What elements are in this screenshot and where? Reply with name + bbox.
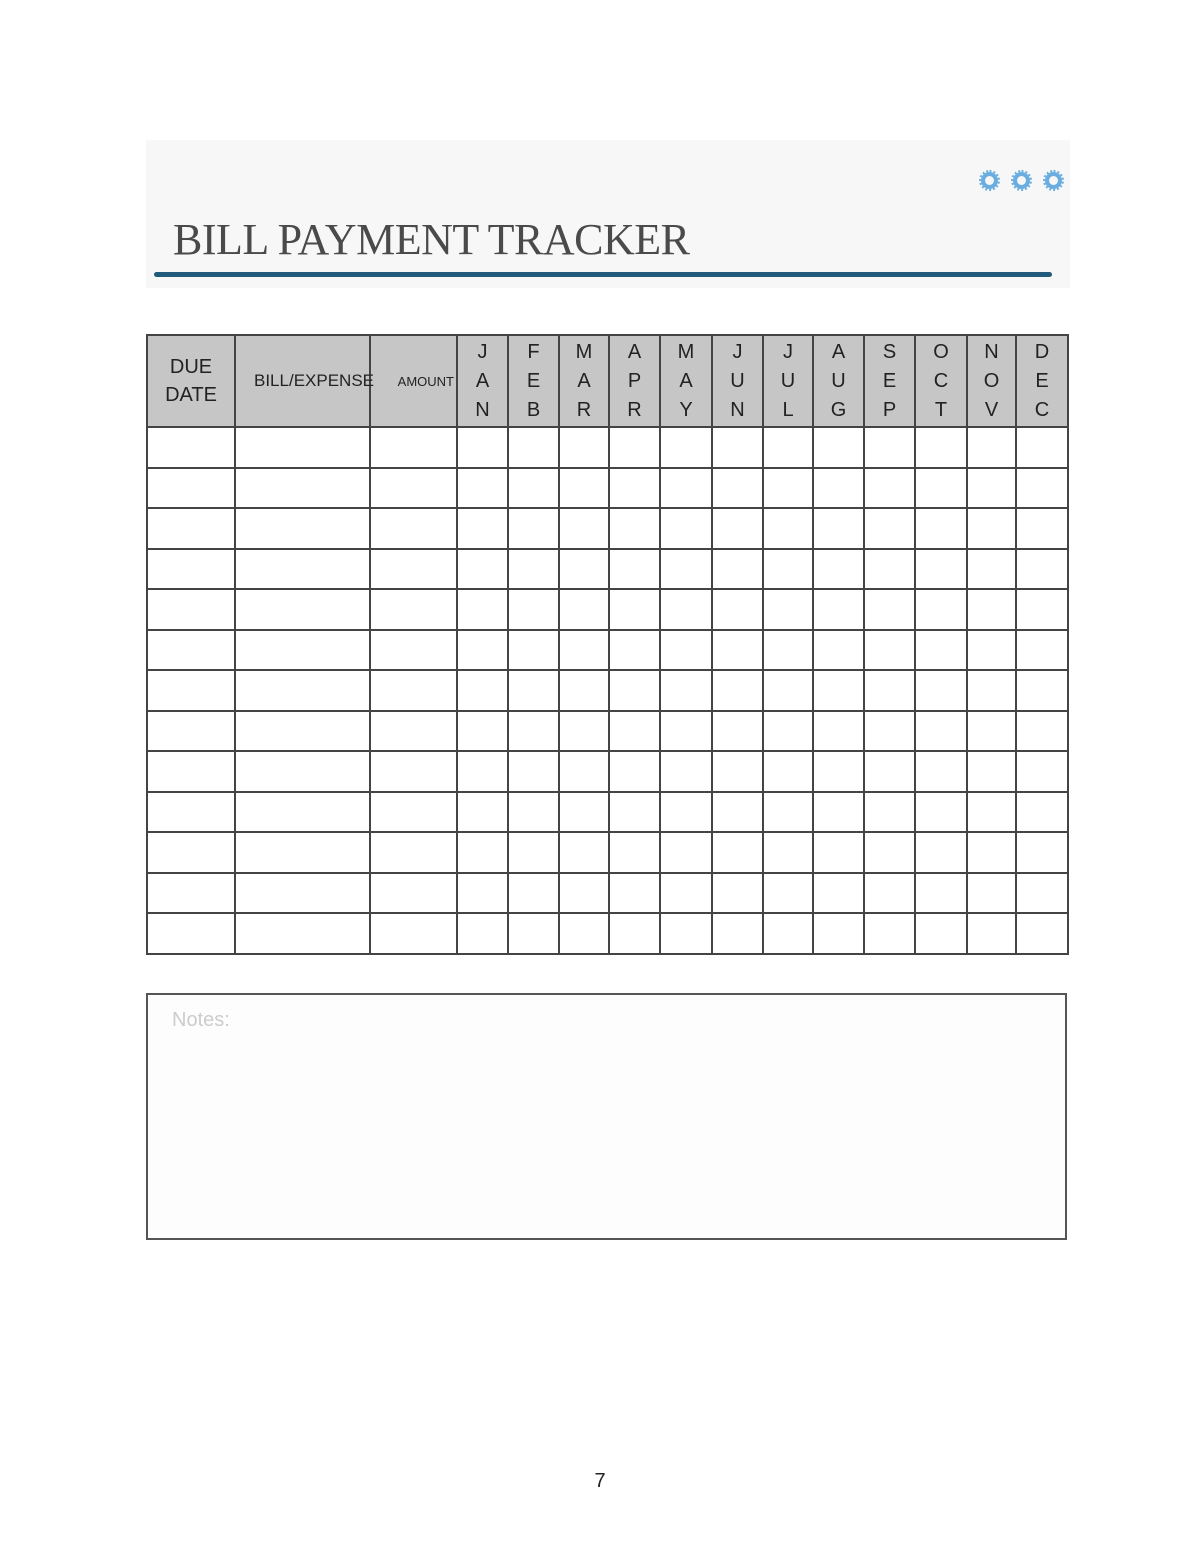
paid-jun-cell[interactable] xyxy=(712,792,763,833)
paid-nov-cell[interactable] xyxy=(967,508,1016,549)
bill-expense-cell[interactable] xyxy=(235,630,370,671)
bill-expense-cell[interactable] xyxy=(235,670,370,711)
month-header-letter: R xyxy=(627,398,642,421)
paid-jan-cell[interactable] xyxy=(457,427,508,468)
amount-cell[interactable] xyxy=(370,670,457,711)
paid-jan-cell[interactable] xyxy=(457,792,508,833)
page-number: 7 xyxy=(594,1470,606,1492)
amount-cell[interactable] xyxy=(370,630,457,671)
due-date-header-line1: DUE xyxy=(169,356,213,378)
gear-dot-icon xyxy=(1013,172,1030,189)
gear-dot-icon xyxy=(1045,172,1062,189)
paid-oct-cell[interactable] xyxy=(915,427,967,468)
paid-mar-cell[interactable] xyxy=(559,508,609,549)
month-header-letter: M xyxy=(677,340,695,363)
table-row xyxy=(147,589,1068,630)
month-header-apr xyxy=(609,335,660,427)
paid-dec-cell[interactable] xyxy=(1016,427,1068,468)
table-body xyxy=(147,427,1068,954)
paid-oct-cell[interactable] xyxy=(915,792,967,833)
paid-sep-cell[interactable] xyxy=(864,792,915,833)
paid-oct-cell[interactable] xyxy=(915,589,967,630)
paid-dec-cell[interactable] xyxy=(1016,873,1068,914)
paid-mar-cell[interactable] xyxy=(559,751,609,792)
paid-oct-cell[interactable] xyxy=(915,711,967,752)
month-header-letter: P xyxy=(882,398,897,421)
paid-feb-cell[interactable] xyxy=(508,792,559,833)
paid-oct-cell[interactable] xyxy=(915,508,967,549)
paid-apr-cell[interactable] xyxy=(609,630,660,671)
paid-aug-cell[interactable] xyxy=(813,589,864,630)
paid-nov-cell[interactable] xyxy=(967,589,1016,630)
month-header-letter: U xyxy=(730,369,745,392)
month-header-letter: O xyxy=(933,340,949,363)
paid-dec-cell[interactable] xyxy=(1016,913,1068,954)
paid-sep-cell[interactable] xyxy=(864,468,915,509)
paid-jun-cell[interactable] xyxy=(712,468,763,509)
paid-dec-cell[interactable] xyxy=(1016,751,1068,792)
paid-oct-cell[interactable] xyxy=(915,630,967,671)
month-header-letter: J xyxy=(783,340,793,363)
paid-may-cell[interactable] xyxy=(660,468,712,509)
bill-expense-cell[interactable] xyxy=(235,427,370,468)
paid-dec-cell[interactable] xyxy=(1016,792,1068,833)
paid-apr-cell[interactable] xyxy=(609,711,660,752)
paid-jul-cell[interactable] xyxy=(763,711,813,752)
bill-tracker-table xyxy=(146,334,1069,955)
paid-nov-cell[interactable] xyxy=(967,468,1016,509)
paid-jan-cell[interactable] xyxy=(457,589,508,630)
due-date-cell[interactable] xyxy=(147,549,235,590)
paid-jan-cell[interactable] xyxy=(457,468,508,509)
paid-oct-cell[interactable] xyxy=(915,468,967,509)
paid-feb-cell[interactable] xyxy=(508,873,559,914)
month-header-letter: N xyxy=(475,398,490,421)
paid-sep-cell[interactable] xyxy=(864,508,915,549)
month-header-letter: S xyxy=(882,340,897,363)
paid-sep-cell[interactable] xyxy=(864,630,915,671)
paid-apr-cell[interactable] xyxy=(609,427,660,468)
notes-box[interactable] xyxy=(146,993,1067,1240)
month-header-sep xyxy=(864,335,915,427)
bill-expense-cell[interactable] xyxy=(235,873,370,914)
paid-jul-cell[interactable] xyxy=(763,427,813,468)
paid-may-cell[interactable] xyxy=(660,549,712,590)
paid-nov-cell[interactable] xyxy=(967,832,1016,873)
paid-dec-cell[interactable] xyxy=(1016,630,1068,671)
paid-feb-cell[interactable] xyxy=(508,913,559,954)
paid-oct-cell[interactable] xyxy=(915,751,967,792)
paid-aug-cell[interactable] xyxy=(813,711,864,752)
paid-jan-cell[interactable] xyxy=(457,873,508,914)
month-header-letter: P xyxy=(627,369,642,392)
paid-jul-cell[interactable] xyxy=(763,468,813,509)
table-row xyxy=(147,508,1068,549)
paid-aug-cell[interactable] xyxy=(813,468,864,509)
month-header-jan xyxy=(457,335,508,427)
month-header-letter: J xyxy=(732,340,743,363)
paid-may-cell[interactable] xyxy=(660,711,712,752)
paid-nov-cell[interactable] xyxy=(967,670,1016,711)
table-row xyxy=(147,751,1068,792)
paid-jun-cell[interactable] xyxy=(712,873,763,914)
paid-sep-cell[interactable] xyxy=(864,589,915,630)
paid-feb-cell[interactable] xyxy=(508,711,559,752)
paid-mar-cell[interactable] xyxy=(559,832,609,873)
paid-dec-cell[interactable] xyxy=(1016,468,1068,509)
month-header-letter: E xyxy=(882,369,897,392)
paid-may-cell[interactable] xyxy=(660,630,712,671)
paid-apr-cell[interactable] xyxy=(609,670,660,711)
due-date-cell[interactable] xyxy=(147,589,235,630)
paid-jul-cell[interactable] xyxy=(763,873,813,914)
paid-sep-cell[interactable] xyxy=(864,549,915,590)
paid-mar-cell[interactable] xyxy=(559,589,609,630)
paid-sep-cell[interactable] xyxy=(864,913,915,954)
paid-jul-cell[interactable] xyxy=(763,913,813,954)
month-header-letter: N xyxy=(984,340,999,363)
month-header-letter: A xyxy=(475,369,490,392)
paid-dec-cell[interactable] xyxy=(1016,670,1068,711)
paid-nov-cell[interactable] xyxy=(967,711,1016,752)
paid-apr-cell[interactable] xyxy=(609,589,660,630)
paid-jan-cell[interactable] xyxy=(457,832,508,873)
amount-cell[interactable] xyxy=(370,832,457,873)
paid-dec-cell[interactable] xyxy=(1016,832,1068,873)
due-date-cell[interactable] xyxy=(147,873,235,914)
month-header-letter: A xyxy=(679,369,693,392)
paid-may-cell[interactable] xyxy=(660,913,712,954)
paid-mar-cell[interactable] xyxy=(559,873,609,914)
paid-nov-cell[interactable] xyxy=(967,427,1016,468)
due-date-cell[interactable] xyxy=(147,508,235,549)
paid-aug-cell[interactable] xyxy=(813,549,864,590)
month-header-letter: C xyxy=(933,369,949,392)
month-header-feb xyxy=(508,335,559,427)
bill-expense-cell[interactable] xyxy=(235,711,370,752)
month-header-mar xyxy=(559,335,609,427)
month-header-letter: U xyxy=(780,369,796,392)
paid-jun-cell[interactable] xyxy=(712,589,763,630)
paid-mar-cell[interactable] xyxy=(559,468,609,509)
paid-dec-cell[interactable] xyxy=(1016,508,1068,549)
due-date-header-line2: DATE xyxy=(165,384,217,406)
paid-may-cell[interactable] xyxy=(660,589,712,630)
paid-aug-cell[interactable] xyxy=(813,873,864,914)
paid-may-cell[interactable] xyxy=(660,670,712,711)
paid-may-cell[interactable] xyxy=(660,832,712,873)
paid-feb-cell[interactable] xyxy=(508,630,559,671)
paid-jan-cell[interactable] xyxy=(457,630,508,671)
paid-aug-cell[interactable] xyxy=(813,670,864,711)
month-header-jul xyxy=(763,335,813,427)
paid-jul-cell[interactable] xyxy=(763,549,813,590)
bill-expense-cell[interactable] xyxy=(235,751,370,792)
month-header-letter: O xyxy=(983,369,1000,392)
paid-jun-cell[interactable] xyxy=(712,508,763,549)
table-row xyxy=(147,549,1068,590)
paid-feb-cell[interactable] xyxy=(508,832,559,873)
paid-oct-cell[interactable] xyxy=(915,549,967,590)
paid-mar-cell[interactable] xyxy=(559,427,609,468)
paid-jun-cell[interactable] xyxy=(712,427,763,468)
paid-may-cell[interactable] xyxy=(660,751,712,792)
month-header-letter: A xyxy=(627,340,642,363)
month-header-letter: E xyxy=(526,369,541,392)
decorative-dots xyxy=(981,172,1062,189)
paid-apr-cell[interactable] xyxy=(609,468,660,509)
bill-expense-cell[interactable] xyxy=(235,832,370,873)
bill-expense-cell[interactable] xyxy=(235,792,370,833)
month-header-letter: G xyxy=(830,398,847,421)
month-header-letter: F xyxy=(527,340,540,363)
paid-oct-cell[interactable] xyxy=(915,913,967,954)
month-header-aug xyxy=(813,335,864,427)
paid-aug-cell[interactable] xyxy=(813,913,864,954)
paid-nov-cell[interactable] xyxy=(967,792,1016,833)
month-header-letter: U xyxy=(831,369,846,392)
amount-cell[interactable] xyxy=(370,427,457,468)
paid-may-cell[interactable] xyxy=(660,792,712,833)
paid-aug-cell[interactable] xyxy=(813,751,864,792)
table-row xyxy=(147,832,1068,873)
paid-nov-cell[interactable] xyxy=(967,751,1016,792)
amount-cell[interactable] xyxy=(370,549,457,590)
paid-jan-cell[interactable] xyxy=(457,549,508,590)
paid-feb-cell[interactable] xyxy=(508,508,559,549)
paid-mar-cell[interactable] xyxy=(559,913,609,954)
paid-mar-cell[interactable] xyxy=(559,711,609,752)
paid-jun-cell[interactable] xyxy=(712,913,763,954)
due-date-cell[interactable] xyxy=(147,751,235,792)
table-row xyxy=(147,913,1068,954)
gear-dot-icon xyxy=(981,172,998,189)
table-row xyxy=(147,427,1068,468)
paid-jun-cell[interactable] xyxy=(712,630,763,671)
paid-oct-cell[interactable] xyxy=(915,832,967,873)
month-header-nov xyxy=(967,335,1016,427)
month-header-letter: B xyxy=(526,398,541,421)
paid-dec-cell[interactable] xyxy=(1016,589,1068,630)
paid-nov-cell[interactable] xyxy=(967,913,1016,954)
month-header-letter: D xyxy=(1034,340,1050,363)
paid-jan-cell[interactable] xyxy=(457,711,508,752)
month-header-letter: C xyxy=(1034,398,1050,421)
paid-apr-cell[interactable] xyxy=(609,832,660,873)
paid-dec-cell[interactable] xyxy=(1016,549,1068,590)
bill-expense-cell[interactable] xyxy=(235,468,370,509)
paid-nov-cell[interactable] xyxy=(967,630,1016,671)
month-header-letter: Y xyxy=(679,398,693,421)
amount-cell[interactable] xyxy=(370,792,457,833)
paid-apr-cell[interactable] xyxy=(609,913,660,954)
paid-mar-cell[interactable] xyxy=(559,670,609,711)
paid-feb-cell[interactable] xyxy=(508,468,559,509)
month-header-oct xyxy=(915,335,967,427)
notes-label: Notes: xyxy=(172,1009,230,1031)
month-header-letter: N xyxy=(730,398,745,421)
paid-apr-cell[interactable] xyxy=(609,751,660,792)
paid-jun-cell[interactable] xyxy=(712,751,763,792)
paid-mar-cell[interactable] xyxy=(559,792,609,833)
paid-jan-cell[interactable] xyxy=(457,913,508,954)
paid-jun-cell[interactable] xyxy=(712,711,763,752)
paid-jun-cell[interactable] xyxy=(712,549,763,590)
paid-may-cell[interactable] xyxy=(660,508,712,549)
bill-expense-cell[interactable] xyxy=(235,549,370,590)
paid-may-cell[interactable] xyxy=(660,427,712,468)
paid-oct-cell[interactable] xyxy=(915,873,967,914)
paid-mar-cell[interactable] xyxy=(559,549,609,590)
paid-sep-cell[interactable] xyxy=(864,832,915,873)
table-row xyxy=(147,711,1068,752)
month-header-letter: A xyxy=(831,340,846,363)
paid-apr-cell[interactable] xyxy=(609,792,660,833)
table-row xyxy=(147,873,1068,914)
paid-mar-cell[interactable] xyxy=(559,630,609,671)
due-date-cell[interactable] xyxy=(147,427,235,468)
paid-sep-cell[interactable] xyxy=(864,670,915,711)
paid-jun-cell[interactable] xyxy=(712,832,763,873)
paid-sep-cell[interactable] xyxy=(864,711,915,752)
paid-oct-cell[interactable] xyxy=(915,670,967,711)
month-header-may xyxy=(660,335,712,427)
bill-expense-cell[interactable] xyxy=(235,589,370,630)
bill-expense-cell[interactable] xyxy=(235,508,370,549)
due-date-cell[interactable] xyxy=(147,711,235,752)
paid-feb-cell[interactable] xyxy=(508,751,559,792)
paid-sep-cell[interactable] xyxy=(864,427,915,468)
amount-cell[interactable] xyxy=(370,589,457,630)
due-date-cell[interactable] xyxy=(147,913,235,954)
paid-apr-cell[interactable] xyxy=(609,549,660,590)
amount-cell[interactable] xyxy=(370,913,457,954)
paid-jan-cell[interactable] xyxy=(457,670,508,711)
due-date-cell[interactable] xyxy=(147,468,235,509)
paid-apr-cell[interactable] xyxy=(609,873,660,914)
header-panel xyxy=(146,140,1070,288)
paid-aug-cell[interactable] xyxy=(813,792,864,833)
paid-jun-cell[interactable] xyxy=(712,670,763,711)
paid-jul-cell[interactable] xyxy=(763,508,813,549)
due-date-cell[interactable] xyxy=(147,670,235,711)
month-header-letter: J xyxy=(477,340,488,363)
paid-sep-cell[interactable] xyxy=(864,873,915,914)
month-header-letter: T xyxy=(934,398,948,421)
paid-sep-cell[interactable] xyxy=(864,751,915,792)
month-header-jun xyxy=(712,335,763,427)
month-header-letter: L xyxy=(782,398,794,421)
table-row xyxy=(147,468,1068,509)
paid-jul-cell[interactable] xyxy=(763,832,813,873)
table-row xyxy=(147,670,1068,711)
table-header-row xyxy=(147,335,1068,427)
amount-cell[interactable] xyxy=(370,751,457,792)
paid-nov-cell[interactable] xyxy=(967,549,1016,590)
paid-feb-cell[interactable] xyxy=(508,589,559,630)
paid-aug-cell[interactable] xyxy=(813,832,864,873)
bill-expense-header: BILL/EXPENSE xyxy=(235,335,370,427)
month-header-letter: R xyxy=(576,398,592,421)
amount-cell[interactable] xyxy=(370,873,457,914)
paid-aug-cell[interactable] xyxy=(813,508,864,549)
amount-cell[interactable] xyxy=(370,468,457,509)
paid-feb-cell[interactable] xyxy=(508,549,559,590)
table-row xyxy=(147,792,1068,833)
page-title: BILL PAYMENT TRACKER xyxy=(173,215,690,264)
table-row xyxy=(147,630,1068,671)
paid-feb-cell[interactable] xyxy=(508,427,559,468)
paid-jul-cell[interactable] xyxy=(763,792,813,833)
due-date-cell[interactable] xyxy=(147,832,235,873)
due-date-header xyxy=(147,335,235,427)
due-date-cell[interactable] xyxy=(147,792,235,833)
paid-jul-cell[interactable] xyxy=(763,630,813,671)
paid-jul-cell[interactable] xyxy=(763,589,813,630)
paid-jul-cell[interactable] xyxy=(763,751,813,792)
amount-cell[interactable] xyxy=(370,508,457,549)
paid-jan-cell[interactable] xyxy=(457,751,508,792)
due-date-cell[interactable] xyxy=(147,630,235,671)
amount-header: AMOUNT xyxy=(370,335,457,427)
title-underline xyxy=(154,272,1052,277)
paid-aug-cell[interactable] xyxy=(813,427,864,468)
paid-jul-cell[interactable] xyxy=(763,670,813,711)
paid-may-cell[interactable] xyxy=(660,873,712,914)
paid-aug-cell[interactable] xyxy=(813,630,864,671)
paid-nov-cell[interactable] xyxy=(967,873,1016,914)
amount-cell[interactable] xyxy=(370,711,457,752)
paid-jan-cell[interactable] xyxy=(457,508,508,549)
paid-feb-cell[interactable] xyxy=(508,670,559,711)
month-header-dec xyxy=(1016,335,1068,427)
paid-apr-cell[interactable] xyxy=(609,508,660,549)
month-header-letter: E xyxy=(1035,369,1049,392)
bill-expense-cell[interactable] xyxy=(235,913,370,954)
paid-dec-cell[interactable] xyxy=(1016,711,1068,752)
month-header-letter: A xyxy=(577,369,591,392)
month-header-letter: V xyxy=(984,398,999,421)
month-header-letter: M xyxy=(575,340,593,363)
